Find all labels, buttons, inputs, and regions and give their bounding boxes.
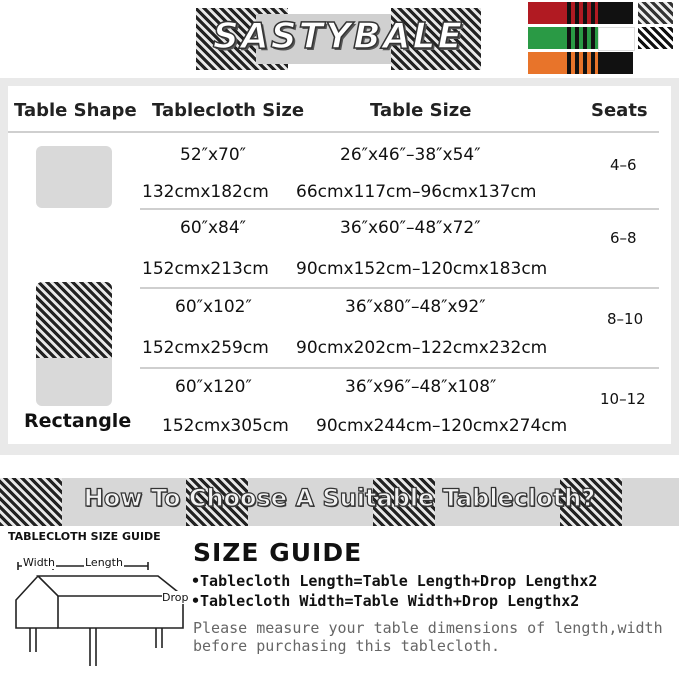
size-guide-heading: SIZE GUIDE [193, 538, 363, 567]
color-swatches [528, 2, 673, 74]
rectangle-pattern-illustration [36, 282, 112, 358]
row1-seats: 4–6 [610, 156, 637, 174]
diagram-title: TABLECLOTH SIZE GUIDE [8, 530, 161, 543]
row4-seats: 10–12 [600, 390, 646, 408]
rectangle-plain-illustration [36, 146, 112, 208]
row4-table-cm: 90cmx244cm–120cmx274cm [316, 416, 568, 436]
row2-table-cm: 90cmx152cm–120cmx183cm [296, 259, 548, 279]
row3-table-cm: 90cmx202cm–122cmx232cm [296, 338, 548, 358]
row3-divider [140, 367, 659, 369]
swatch-black-2 [598, 52, 633, 74]
swatch-black-check [638, 27, 673, 49]
swatch-red [528, 2, 563, 24]
tablecloth-outline [16, 562, 188, 666]
banner-title: How To Choose A Suitable Tablecloth? [83, 484, 596, 512]
header-table-shape: Table Shape [14, 100, 137, 121]
width-label: Width [23, 556, 55, 569]
row3-cloth-cm: 152cmx259cm [142, 338, 269, 358]
swatch-white [598, 27, 635, 51]
swatch-red-check [563, 2, 598, 24]
swatch-gray-check [638, 2, 673, 24]
swatch-orange [528, 52, 563, 74]
shape-label: Rectangle [24, 410, 132, 432]
row4-cloth-inches: 60″x120″ [175, 377, 252, 397]
header-table-size: Table Size [370, 100, 472, 121]
row4-cloth-cm: 152cmx305cm [162, 416, 289, 436]
row2-cloth-cm: 152cmx213cm [142, 259, 269, 279]
drop-label: Drop [162, 591, 189, 604]
swatch-black [598, 2, 633, 24]
row1-divider [140, 208, 659, 210]
header-tablecloth-size: Tablecloth Size [152, 100, 305, 121]
row1-table-inches: 26″x46″–38″x54″ [340, 145, 481, 165]
row3-cloth-inches: 60″x102″ [175, 297, 252, 317]
swatch-orange-check [563, 52, 598, 74]
swatch-green [528, 27, 563, 49]
brand-logo [196, 8, 481, 70]
row1-cloth-cm: 132cmx182cm [142, 182, 269, 202]
measure-note-line1: Please measure your table dimensions of length,width [193, 619, 663, 637]
row2-seats: 6–8 [610, 229, 637, 247]
brand-name: SASTYBALE [212, 16, 465, 57]
length-formula: •Tablecloth Length=Table Length+Drop Lengthx2 [191, 572, 598, 590]
rectangle-base-illustration [36, 358, 112, 406]
row2-cloth-inches: 60″x84″ [180, 218, 247, 238]
measure-note-line2: before purchasing this tablecloth. [193, 637, 501, 655]
row4-table-inches: 36″x96″–48″x108″ [345, 377, 497, 397]
row2-table-inches: 36″x60″–48″x72″ [340, 218, 481, 238]
row2-divider [140, 287, 659, 289]
width-formula: •Tablecloth Width=Table Width+Drop Lengthx2 [191, 592, 580, 610]
row1-cloth-inches: 52″x70″ [180, 145, 247, 165]
row3-table-inches: 36″x80″–48″x92″ [345, 297, 486, 317]
header-seats: Seats [591, 100, 648, 121]
header-divider [8, 131, 659, 133]
length-label: Length [85, 556, 123, 569]
swatch-green-check [563, 27, 598, 49]
row1-table-cm: 66cmx117cm–96cmx137cm [296, 182, 537, 202]
row3-seats: 8–10 [607, 310, 644, 328]
